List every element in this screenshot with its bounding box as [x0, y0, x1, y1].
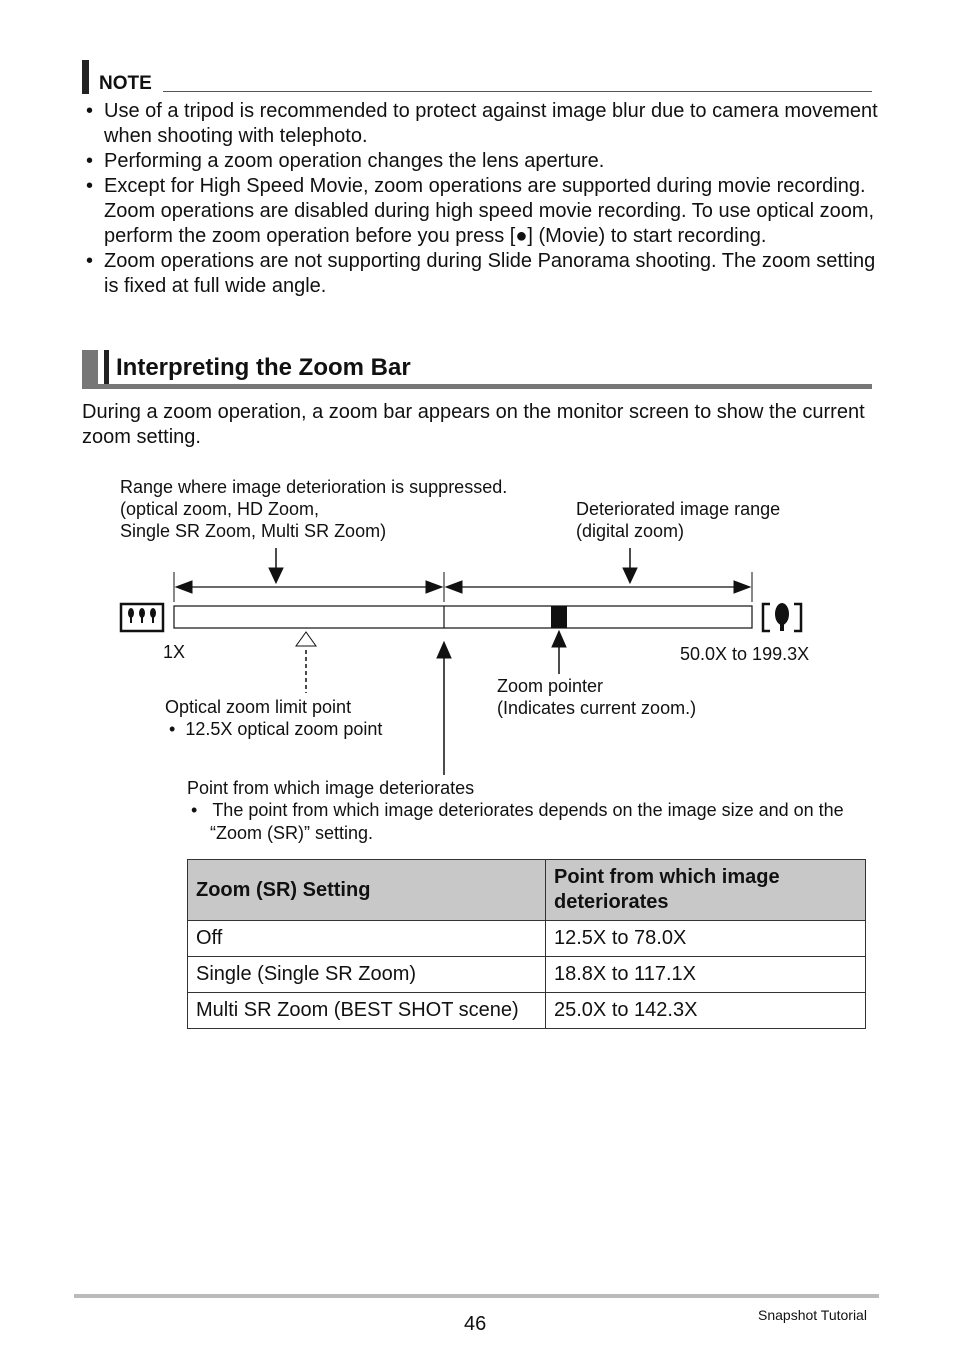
- footer-rule: [74, 1294, 879, 1298]
- note-item: • Zoom operations are not supporting during Slide Panorama shooting. The zoom setting is fixed at full wide angle.: [82, 249, 882, 299]
- suppressed-range-label: Range where image deterioration is suppressed. (optical zoom, HD Zoom, Single SR Zoom, Multi SR Zoom): [120, 477, 508, 541]
- min-zoom-label: 1X: [163, 642, 186, 662]
- section-intro: During a zoom operation, a zoom bar appears on the monitor screen to show the current zoom setting.: [82, 401, 865, 448]
- note-item: • Performing a zoom operation changes the lens aperture.: [82, 149, 882, 174]
- optical-limit-marker: [296, 632, 316, 693]
- note-item: • Use of a tripod is recommended to protect against image blur due to camera movement when shooting with telephoto.: [82, 99, 882, 149]
- deterioration-point-arrow: [437, 642, 451, 775]
- deterioration-point-label: Point from which image deteriorates: [187, 778, 475, 798]
- section-title: Interpreting the Zoom Bar: [116, 354, 411, 381]
- table-row: [188, 921, 866, 957]
- table-row: [188, 957, 866, 993]
- table-cell: 18.8X to 117.1X: [546, 957, 866, 993]
- optical-limit-label: Optical zoom limit point • 12.5X optical zoom point: [165, 697, 383, 739]
- zoom-pointer-marker: [551, 606, 567, 628]
- table-row: [188, 993, 866, 1029]
- table-header: Point from which image deteriorates: [546, 860, 866, 921]
- table-header: Zoom (SR) Setting: [188, 860, 546, 921]
- note-item: • Except for High Speed Movie, zoom operations are supported during movie recording. Zoom operations are disabled during high speed movie recording. To use optical zoom, perform the zoom operation before you press [●] (Movie) to start recording.: [82, 174, 882, 249]
- table-cell: 25.0X to 142.3X: [546, 993, 866, 1029]
- table-cell: Off: [188, 921, 546, 957]
- telephoto-icon: [763, 603, 801, 631]
- zoom-pointer-arrow: [552, 631, 566, 674]
- wide-angle-icon: [121, 604, 163, 631]
- table-cell: 12.5X to 78.0X: [546, 921, 866, 957]
- deterioration-point-note: • The point from which image deteriorates depends on the image size and on the “Zoom (SR)” setting.: [191, 800, 844, 843]
- note-label: NOTE: [99, 73, 152, 94]
- zoom-pointer-label: Zoom pointer (Indicates current zoom.): [497, 676, 697, 718]
- table-header-row: [188, 860, 866, 921]
- table-cell: Multi SR Zoom (BEST SHOT scene): [188, 993, 546, 1029]
- footer-title: Snapshot Tutorial: [758, 1307, 867, 1323]
- page-number: 46: [464, 1313, 487, 1335]
- table-cell: Single (Single SR Zoom): [188, 957, 546, 993]
- deteriorated-range-arrow: [444, 548, 752, 602]
- suppressed-range-arrow: [174, 548, 442, 602]
- zoom-settings-table: [187, 859, 866, 1029]
- zoom-bar: [174, 606, 752, 628]
- max-zoom-label: 50.0X to 199.3X: [680, 644, 810, 664]
- deteriorated-range-label: Deteriorated image range (digital zoom): [576, 499, 781, 541]
